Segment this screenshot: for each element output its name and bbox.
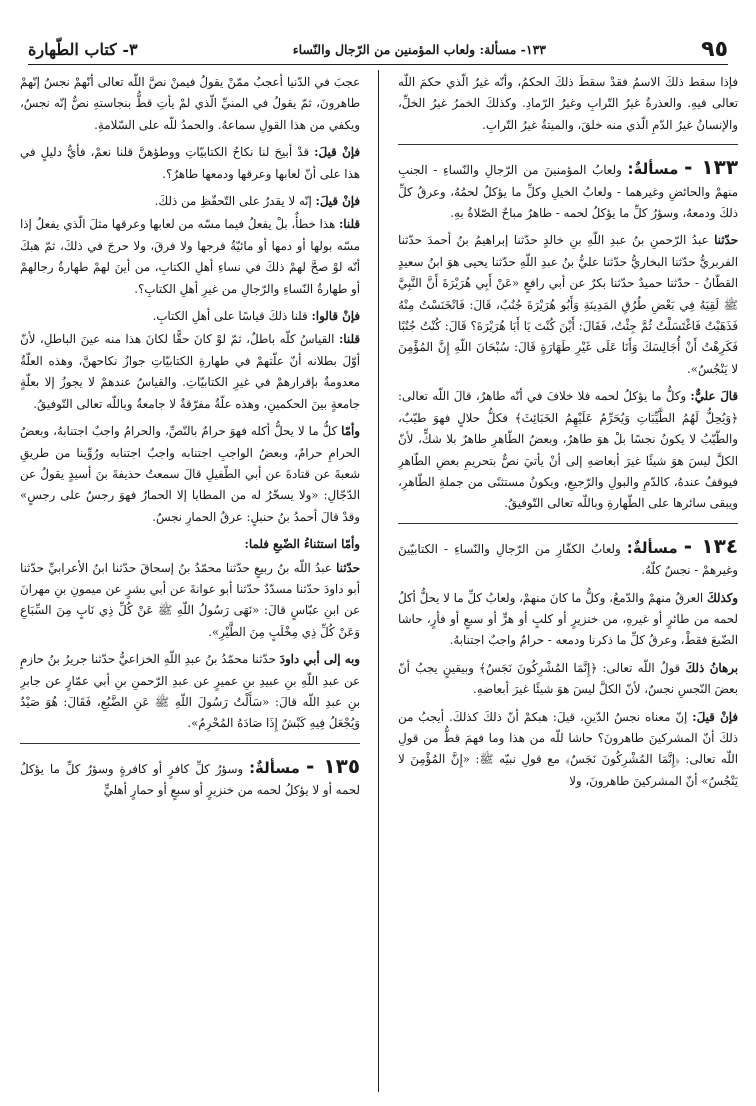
masala-number: ١٣٥ - xyxy=(305,753,360,778)
paragraph-text: عبدُ الرّحمنِ بنُ عبدِ اللّهِ بنِ خالدٍ حدّثنا إبراهيمُ بنُ أحمدَ حدّثنا الفربريُّ حدّثنا البخاريُّ حدّثنا عليُّ بنُ عبدِ اللّهِ حدّثنا يحيى هوَ ابنُ سعيدٍ القطّانُ - حدّثنا حميدٌ حدّثنا بكرٌ عن أبي رافعٍ «عَنْ أَبِي هُرَيْرَةَ أَنَّ النَّبِيَّ ﷺ لَقِيَهُ فِي بَعْضِ طُرُقِ المَدِينَةِ وَأَبُو هُرَيْرَةَ جُنُبٌ، قَالَ: فَانْخَنَسْتُ مِنْهُ فَذَهَبْتُ فَاغْتَسَلْتُ ثُمَّ جِئْتُ، فَقَالَ: أَيْنَ كُنْتَ يَا أَبَا هُرَيْرَةَ؟ قَالَ: كُنْتُ جُنُبًا فَكَرِهْتُ أَنْ أُجَالِسَكَ وَأَنَا عَلَى غَيْرِ طَهَارَةٍ قَالَ: سُبْحَانَ اللّهِ إِنَّ المُؤْمِنَ لا يَنْجُسُ». xyxy=(398,233,738,376)
paragraph-text: هذا خطأٌ، بلْ يفعلُ فيما مسّه من لعابها وعرقها مثلَ الّذي يفعلُ إذا مسّه بولها أو دمها أو مائيّةُ فرجها ولا فرقَ، ولا حرجَ في ذلكَ، ثمّ هبكَ أنّه لوْ صحَّ لهمْ ذلكَ في نساءِ أهلِ الكتابِ، من أينَ لهمْ طهارةُ رجالهمْ أو طهارةُ النّساءِ والرّجالِ من غيرِ أهلِ الكتابِ؟. xyxy=(20,217,360,296)
commentary-paragraph xyxy=(398,588,738,652)
paragraph-text: قلنا ذلكَ قياسًا على أهلِ الكتابِ. xyxy=(152,309,308,324)
commentary-paragraph xyxy=(398,658,738,701)
masala-text: ولعابُ المؤمنينَ من الرّجالِ والنّساءِ - الجنبِ منهمْ والحائضِ وغيرهما - ولعابُ الخيلِ وكلِّ ما يؤكلُ لحمُهُ، وعرقُ كلِّ ذلكَ ودمعهُ، وسؤرُ كلِّ ما يؤكلُ لحمه - طاهرٌ مباحٌ الصّلاةُ بهِ. xyxy=(398,163,738,221)
paragraph-lead: فإنْ قيلَ: xyxy=(692,709,738,724)
section-divider xyxy=(398,523,738,524)
paragraph-text: حدّثنا محمّدُ بنُ عبدِ اللّهِ الخزاعيُّ حدّثنا جريرُ بنُ حازمٍ عن عبدِ اللّهِ بنِ عبيدِ بنِ عميرٍ عن عبدِ الرّحمنِ بنِ أبي عمّارٍ عن جابرِ بنِ عبدِ اللّه قالَ: «سَأَلْتُ رَسُولَ اللّهِ ﷺ عَنِ الضَّبُعِ، فَقَالَ: هُوَ صَيْدٌ وَيُجْعَلُ فِيهِ كَبْشٌ إِذَا صَادَهُ المُحْرِمُ». xyxy=(20,652,360,731)
paragraph-lead: فإنْ قيلَ: xyxy=(315,194,360,209)
paragraph-lead: وأمّا xyxy=(341,424,360,439)
masala-number: ١٣٤ - xyxy=(683,533,738,558)
masala-heading: مسألةٌ: xyxy=(626,538,678,557)
paragraph-text: العرقُ منهمْ والدّمعُ، وكلُّ ما كانَ منهمْ، ولعابُ كلِّ ما لا يحلُّ أكلُ لحمه من طائرٍ أو غيرهِ، من خنزيرٍ أو كلبٍ أو هرٍّ أو سبعٍ أو فأرٍ، حاشا الضّبعَ فقطْ، وعرقُ كلِّ ما ذكرنا ودمعه - حرامٌ واجبٌ اجتنابهُ. xyxy=(398,590,738,648)
paragraph: عجبَ في الدّنيا أعجبُ ممّنْ يقولُ فيمنْ نصَّ اللّه تعالى أنّهمْ نجسٌ إنّهمْ طاهرونَ، ثمّ يقولُ في المنيِّ الّذي لمْ يأتِ قطُّ بنجاستهِ نصٌّ إنّه نجسٌ، ويكفي من هذا القولِ سماعهُ. والحمدُ للّه على السّلامةِ. xyxy=(20,75,360,132)
paragraph: فإذا سقط ذلكَ الاسمُ فقدْ سقطَ ذلكَ الحكمُ، وأنّه غيرُ الّذي حكمَ اللّه تعالى فيهِ. والعذرةُ غيرُ التّرابِ وغيرُ الرّمادِ. وكذلكَ الخمرُ غيرُ الخلِّ، والإنسانُ غيرُ الدّمِ الّذي منه خلقَ، والميتةُ غيرُ التّرابِ. xyxy=(398,75,738,132)
paragraph-lead: حدّثنا xyxy=(714,233,738,248)
objection-paragraph xyxy=(20,142,360,185)
page-header xyxy=(28,36,728,62)
hadith-paragraph xyxy=(398,230,738,380)
commentary-paragraph xyxy=(398,707,738,793)
hadith-paragraph xyxy=(20,649,360,735)
objection-paragraph xyxy=(20,306,360,327)
masala-133 xyxy=(398,157,738,224)
book-title: ٣- كتاب الطّهارة xyxy=(28,39,138,59)
running-title: ١٣٣- مسألة: ولعاب المؤمنين من الرّجال والنّساء xyxy=(292,41,547,57)
paragraph-lead: قلنا: xyxy=(338,217,360,232)
paragraph-text: إنّه لا يقدرُ على التّحفّظِ من ذلكَ. xyxy=(154,194,312,209)
masala-heading: مسألةٌ: xyxy=(627,160,679,179)
section-divider xyxy=(20,743,360,744)
column-divider xyxy=(378,70,379,1092)
section-divider xyxy=(398,144,738,145)
page-number: ٩٥ xyxy=(701,36,728,62)
paragraph-text: القياسُ كلّه باطلٌ، ثمّ لوْ كانَ حقًّا لكانَ هذا منه عينَ الباطلِ، لأنّ أوّلَ بطلانه أنّ علّتهمْ في طهارةِ الكتابيّاتِ جوازُ نكاحهنَّ، وهذه العلّةُ معدومةٌ بإقرارهمْ في غيرِ الكتابيّاتِ. والقياسُ عندهمْ لا يجوزُ إلا بعلّةٍ جامعةٍ بينَ الحكمينِ، وهذه علّةٌ مفرّقةٌ لا جامعةٌ وباللّه تعالى التّوفيقُ. xyxy=(20,332,360,411)
paragraph-lead: وكذلكَ xyxy=(706,590,738,605)
paragraph-lead: حدّثنا xyxy=(336,560,360,575)
paragraph-lead: قلنا: xyxy=(338,332,360,347)
paragraph-text: قدْ أبيحَ لنا نكاحُ الكتابيّاتِ ووطؤهنَّ قلنا نعمْ، فأيُّ دليلٍ في هذا على أنّ لعابها وعرقها ودمعها طاهرٌ؟. xyxy=(20,145,360,181)
paragraph-text: وكلُّ ما يؤكلُ لحمه فلا خلافَ في أنّه طاهرٌ، قالَ اللّه تعالى: ﴿وَيُحِلُّ لَهُمُ الطَّيِّبَاتِ وَيُحَرِّمُ عَلَيْهِمُ الخَبَائِثَ﴾ فكلُّ حلالٍ فهوَ طيّبٌ، والطّيّبُ لا يكونُ نجسًا بلْ هوَ طاهرٌ، وبعضُ الطّاهرِ طاهرٌ بلا شكٍّ، لأنّ الكلَّ ليسَ هوَ شيئًا غيرَ أبعاضهِ إلى أنْ يأتيَ نصٌّ بتحريمِ بعضِ الطّاهرِ فيوقفُ عندهُ، كالدّمِ والبولِ والرّجيعِ، ويكونُ مستثنًى من جملةِ الطّاهرِ، ويبقى سائرها على الطّهارةِ وباللّه تعالى التّوفيقُ. xyxy=(398,389,738,511)
masala-134 xyxy=(398,533,738,582)
paragraph-lead: فإنْ قيلَ: xyxy=(314,145,360,160)
paragraph-text: كلُّ ما لا يحلُّ أكله فهوَ حرامٌ بالنّصِّ، والحرامُ واجبٌ اجتنابهُ، وبعضُ الحرامِ حرامٌ، وبعضُ الواجبِ اجتنابه واجبٌ اجتنابه ورُوِّينا من طريقِ شعبةَ عن قتادةَ عن أبي الطّفيلِ قالَ سمعتُ حذيفةَ بنَ أسيدٍ يقولُ عن الدّجّالِ: «ولا يسخّرُ له من المطايا إلا الحمارُ فهوَ رجسٌ على رجسٍ» وقدْ قالَ أحمدُ بنُ حنبلٍ: عرقُ الحمارِ نجسٌ. xyxy=(20,424,360,524)
masala-text: وسؤرُ كلِّ كافرٍ أو كافرةٍ وسؤرُ كلِّ ما يؤكلُ لحمه أو لا يؤكلُ لحمه من خنزيرٍ أو سبعٍ أو حمارٍ أهليٍّ xyxy=(20,761,360,798)
subheading-line: وأمّا استثناءُ الضّبعِ فلما: xyxy=(244,537,360,552)
paragraph-lead: قالَ عليٌّ: xyxy=(690,389,738,404)
left-column xyxy=(20,72,360,1102)
right-column xyxy=(398,72,738,1102)
hadith-paragraph xyxy=(20,558,360,644)
commentary-paragraph xyxy=(20,421,360,528)
paragraph-text: قولُ اللّه تعالى: ﴿إِنَّمَا المُشْرِكُونَ نَجَسٌ﴾ وبيقينٍ يجبُ أنّ بعضَ النّجسِ نجسٌ، لأنّ الكلَّ ليسَ هوَ شيئًا غيرَ أبعاضهِ. xyxy=(398,660,738,697)
header-rule xyxy=(28,64,728,65)
paragraph-lead: وبه إلى أبي داودَ xyxy=(279,652,360,667)
objection-paragraph xyxy=(20,191,360,212)
masala-heading: مسألةٌ: xyxy=(249,758,300,777)
paragraph-text: عبدُ اللّه بنُ ربيعٍ حدّثنا محمّدُ بنُ إسحاقَ حدّثنا ابنُ الأعرابيِّ حدّثنا أبو داودَ حدّثنا مسدّدٌ حدّثنا أبو عوانةَ عن أبي بشرٍ عن ميمونِ بنِ مهرانَ عن ابنِ عبّاسٍ قالَ: «نَهَى رَسُولُ اللّهِ ﷺ عَنْ كُلِّ ذِي نَابٍ مِنَ السِّبَاعِ وَعَنْ كُلِّ ذِي مِخْلَبٍ مِنَ الطَّيْرِ». xyxy=(20,560,360,639)
masala-135 xyxy=(20,753,360,802)
answer-paragraph xyxy=(20,214,360,300)
commentary-paragraph xyxy=(398,386,738,514)
paragraph-text: إنّ معناه نجسُ الدّينِ، قيلَ: هبكمْ أنّ ذلكَ كذلكَ. أيجبُ من ذلكَ أنّ المشركينَ طاهرونَ؟ حاشا للّه من هذا وما فهمَ قطُّ من قولِ اللّه تعالى: ﴿إِنَّمَا المُشْرِكُونَ نَجَسٌ﴾ مع قولِ نبيّه ﷺ: «إِنَّ المُؤْمِنَ لا يَنْجُسُ» أنّ المشركينَ طاهرونَ، ولا xyxy=(398,709,738,788)
masala-number: ١٣٣ - xyxy=(684,155,738,180)
masala-text: ولعابُ الكفّارِ من الرّجالِ والنّساءِ - الكتابيّينَ وغيرهمْ - نجسٌ كلّهُ. xyxy=(398,541,738,578)
paragraph-lead: برهانُ ذلكَ xyxy=(685,660,738,675)
paragraph-lead: فإنْ قالوا: xyxy=(311,309,360,324)
answer-paragraph xyxy=(20,329,360,415)
